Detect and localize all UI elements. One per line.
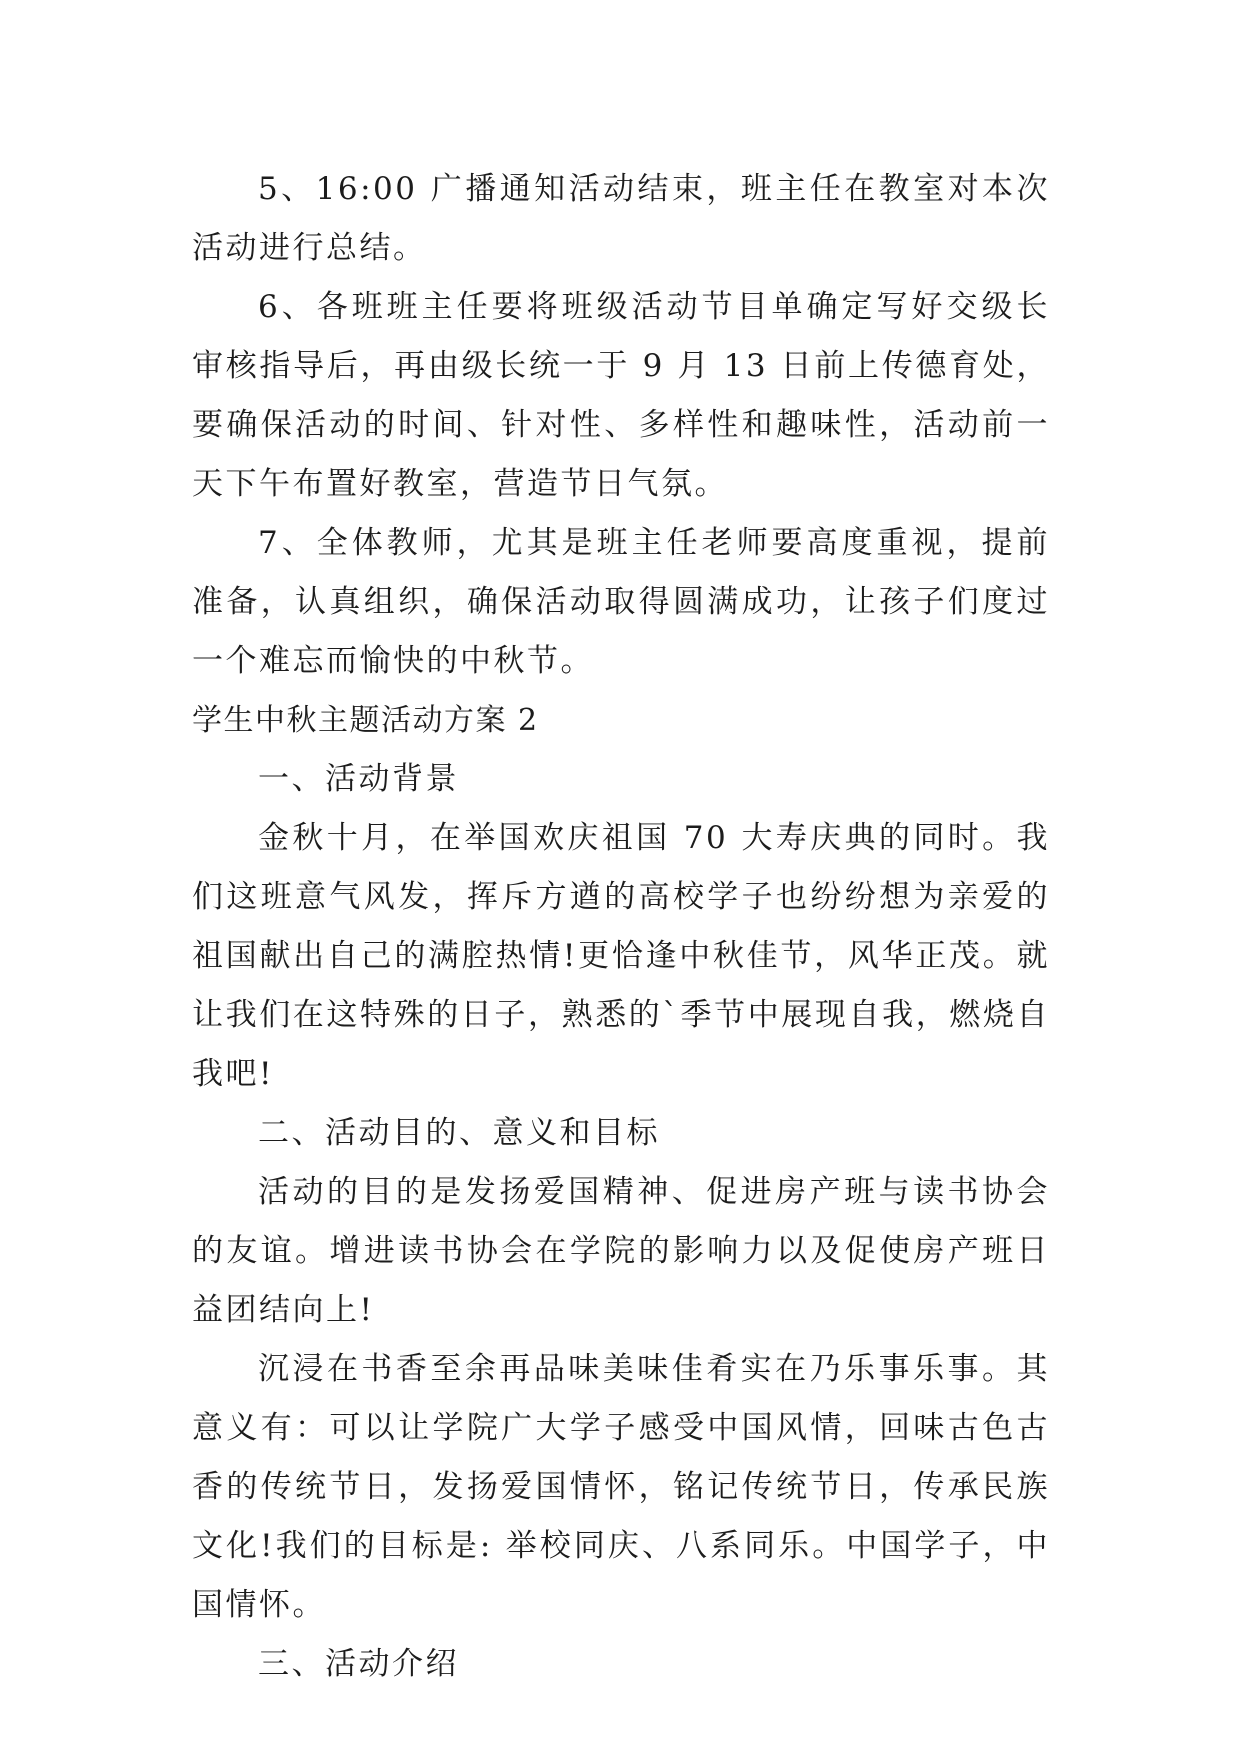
paragraph-background: 金秋十月，在举国欢庆祖国 70 大寿庆典的同时。我们这班意气风发，挥斥方遒的高校学子也纷纷想为亲爱的祖国献出自己的满腔热情!更恰逢中秋佳节，风华正茂。就让我们在这特殊的日子，熟悉的`季节中展现自我，燃烧自我吧! bbox=[192, 820, 1050, 1092]
paragraph-item-7: 7、全体教师，尤其是班主任老师要高度重视，提前准备，认真组织，确保活动取得圆满成功，让孩子们度过一个难忘而愉快的中秋节。 bbox=[192, 525, 1050, 679]
paragraph-significance: 沉浸在书香至余再品味美味佳肴实在乃乐事乐事。其意义有：可以让学院广大学子感受中国风情，回味古色古香的传统节日，发扬爱国情怀，铭记传统节日，传承民族文化!我们的目标是: 举校同庆、八系同乐。中国学子，中国情怀。 bbox=[192, 1351, 1050, 1623]
heading-introduction: 三、活动介绍 bbox=[258, 1646, 459, 1682]
heading-purpose: 二、活动目的、意义和目标 bbox=[258, 1115, 660, 1151]
document-page bbox=[192, 160, 1050, 1694]
paragraph-item-5: 5、16:00 广播通知活动结束，班主任在教室对本次活动进行总结。 bbox=[192, 171, 1050, 266]
paragraph-purpose: 活动的目的是发扬爱国精神、促进房产班与读书协会的友谊。增进读书协会在学院的影响力以及促使房产班日益团结向上! bbox=[192, 1174, 1050, 1328]
section-title: 学生中秋主题活动方案 2 bbox=[192, 703, 539, 738]
paragraph-item-6: 6、各班班主任要将班级活动节目单确定写好交级长审核指导后，再由级长统一于 9 月 13 日前上传德育处，要确保活动的时间、针对性、多样性和趣味性，活动前一天下午布置好教室，营造节日气氛。 bbox=[192, 289, 1050, 502]
heading-background: 一、活动背景 bbox=[258, 761, 459, 797]
